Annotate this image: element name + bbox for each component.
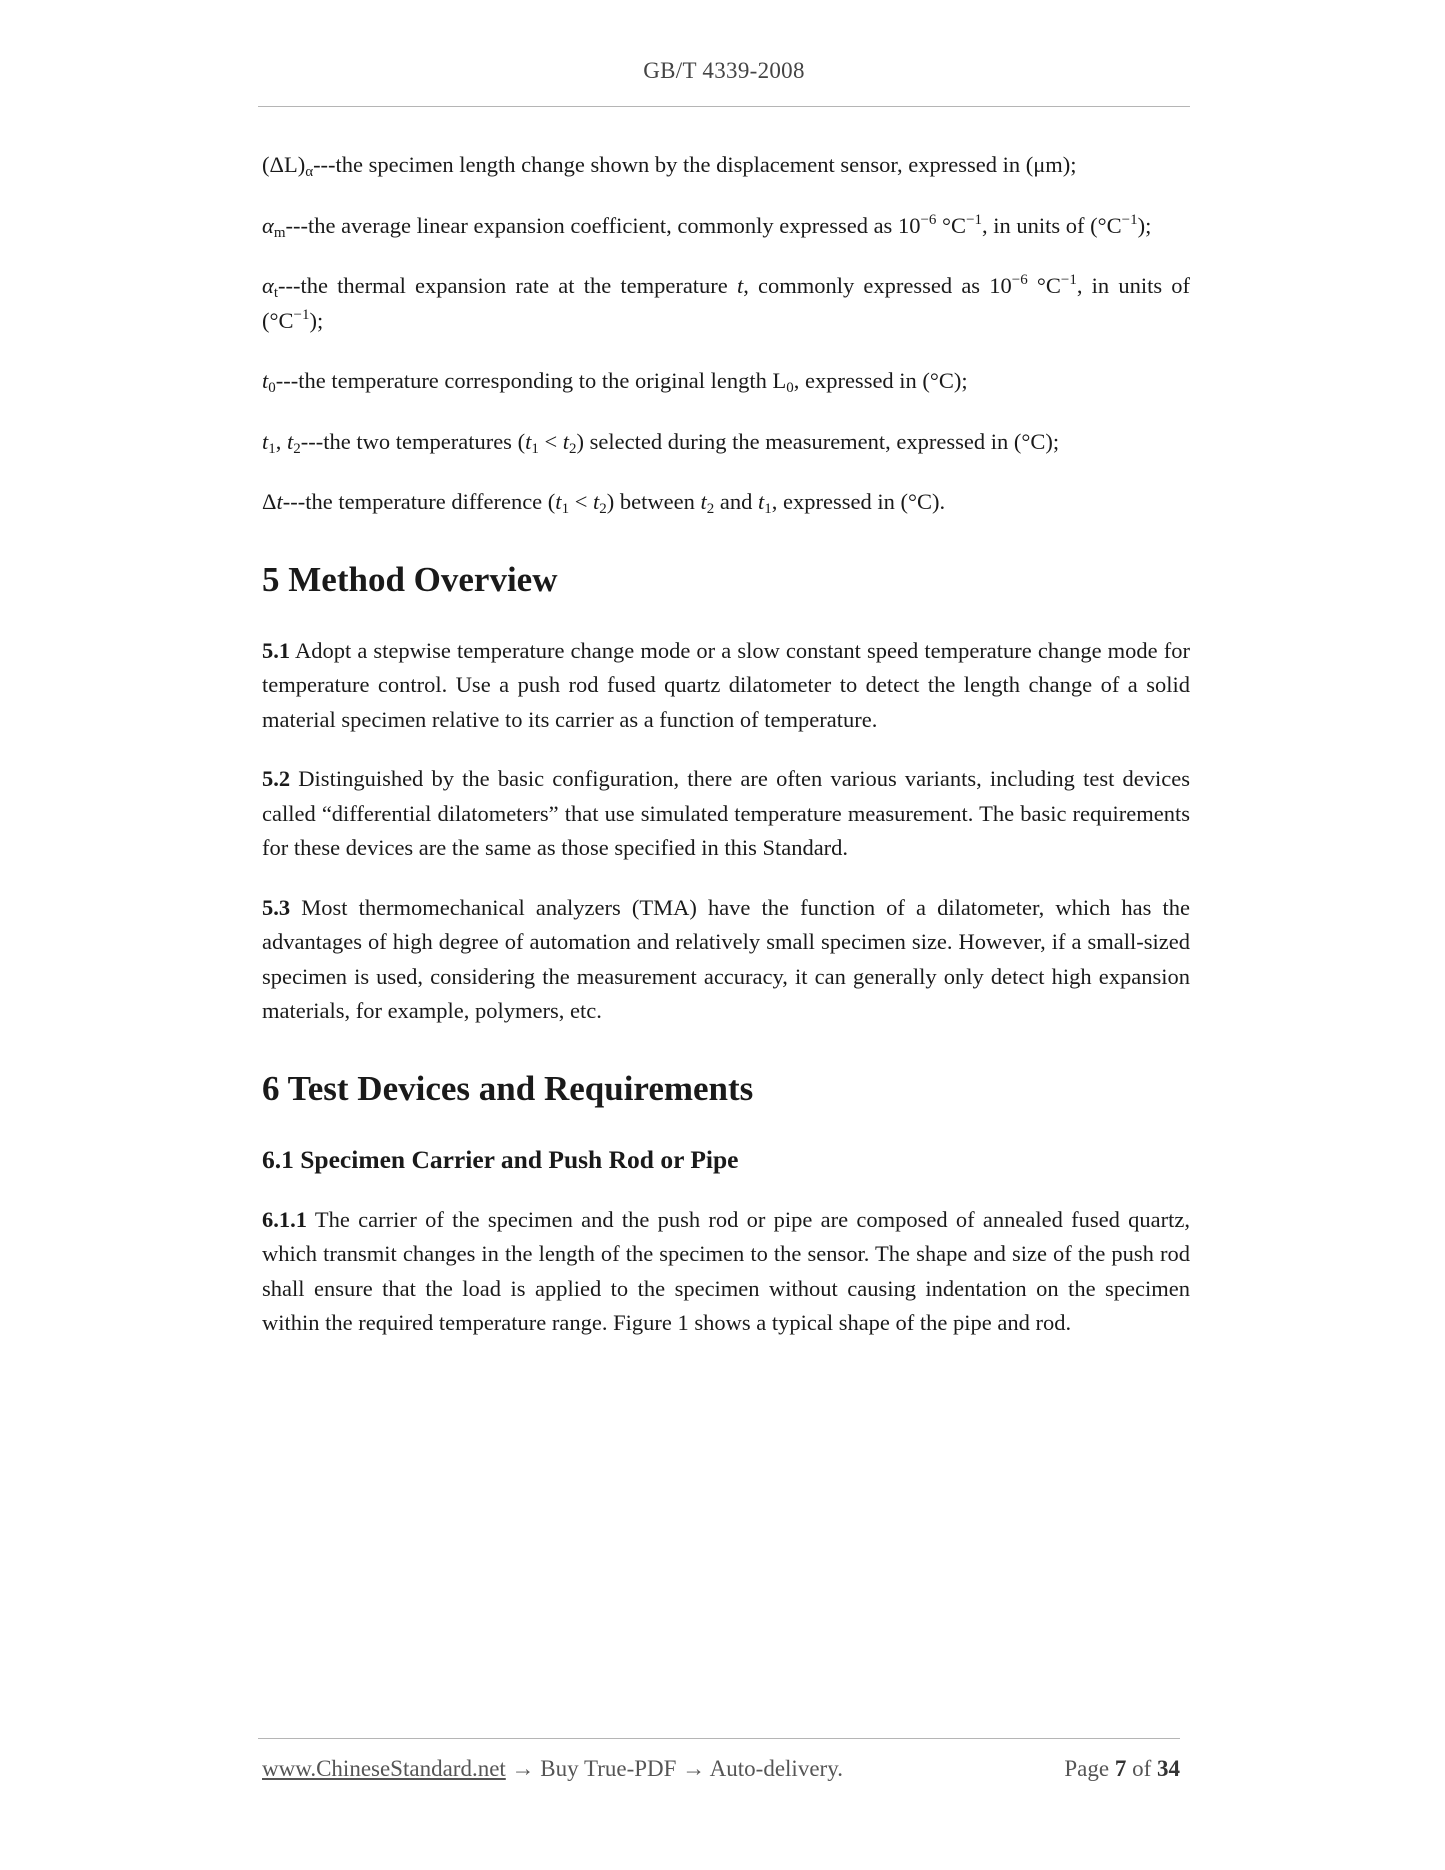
variable: t xyxy=(562,428,570,454)
definition-text: , xyxy=(275,428,288,454)
symbol: α xyxy=(262,273,274,298)
paragraph-text: The carrier of the specimen and the push rod or pipe are composed of annealed fused quartz, which transmit changes in the length of the specimen to the sensor. The shape and size of the push rod shall ensure that the load is applied to the specimen without causing indentation on the specimen within the required temperature range. Figure 1 shows a typical shape of the pipe and rod. xyxy=(262,1206,1190,1335)
definition-text: , in units of (°C xyxy=(982,212,1122,238)
symbol: t xyxy=(262,368,269,393)
paragraph-5-2 xyxy=(262,762,1190,866)
subscript: 2 xyxy=(599,501,607,517)
clause-number: 5.1 xyxy=(262,637,291,663)
subscript: 2 xyxy=(293,440,301,457)
superscript: −1 xyxy=(966,211,983,228)
page-number xyxy=(1064,1756,1180,1782)
definition-text: ) selected during the measurement, expressed in (°C); xyxy=(576,428,1060,454)
subsection-6-1-heading: 6.1 Specimen Carrier and Push Rod or Pipe xyxy=(262,1144,739,1174)
arrow-icon: → xyxy=(676,1756,710,1781)
variable: t xyxy=(758,489,765,514)
subscript: 2 xyxy=(569,440,577,457)
subscript: 0 xyxy=(786,380,794,396)
definition-delta-l xyxy=(262,148,1190,183)
footer-divider xyxy=(258,1738,1180,1739)
definition-alpha-t xyxy=(262,269,1190,338)
definition-text: < xyxy=(538,428,563,454)
paragraph-text: Distinguished by the basic configuration, there are often various variants, including test devices called “differential dilatometers” that use simulated temperature measurement. The basic requirements for these devices are the same as those specified in this Standard. xyxy=(262,766,1190,860)
variable: t xyxy=(262,428,269,454)
superscript: −1 xyxy=(1121,211,1138,228)
subscript: α xyxy=(305,164,314,180)
definition-text: ) between xyxy=(606,489,701,514)
definition-text: and xyxy=(714,489,758,514)
header-divider xyxy=(258,106,1190,107)
subscript: m xyxy=(273,224,286,241)
paragraph-text: Adopt a stepwise temperature change mode or a slow constant speed temperature change mode for temperature control. Use a push rod fused quartz dilatometer to detect the length change of a solid material specimen relative to its carrier as a function of temperature. xyxy=(262,637,1190,732)
variable: t xyxy=(276,489,283,514)
clause-number: 5.2 xyxy=(262,766,291,791)
page-label: Page xyxy=(1064,1756,1115,1781)
definition-t1-t2 xyxy=(262,425,1190,460)
paragraph-5-1 xyxy=(262,634,1190,738)
buy-text: Buy True-PDF xyxy=(540,1756,677,1781)
of-label: of xyxy=(1126,1756,1157,1781)
definition-text: , commonly expressed as 10 xyxy=(743,273,1012,298)
subscript: 1 xyxy=(268,440,276,457)
superscript: −1 xyxy=(1060,272,1077,288)
definition-text: , in units of (°C xyxy=(262,273,1190,333)
definition-alpha-m xyxy=(262,209,1190,244)
total-pages: 34 xyxy=(1157,1756,1180,1781)
definition-text: ); xyxy=(309,307,324,333)
definition-text: °C xyxy=(936,212,967,238)
arrow-icon: → xyxy=(505,1756,541,1781)
page-content xyxy=(262,148,1190,1366)
paragraph-5-3 xyxy=(262,891,1190,1029)
definition-text: ---the temperature difference ( xyxy=(282,489,556,514)
subscript: 2 xyxy=(706,501,715,517)
superscript: −1 xyxy=(293,306,310,323)
variable: t xyxy=(555,489,562,514)
symbol: (ΔL) xyxy=(262,152,306,177)
footer-promo xyxy=(262,1756,843,1782)
delivery-text: Auto-delivery. xyxy=(709,1756,843,1781)
definition-text: ---the two temperatures ( xyxy=(300,428,526,454)
symbol: Δ xyxy=(262,489,277,514)
definition-text: ---the specimen length change shown by the displacement sensor, expressed in (μm); xyxy=(313,152,1077,177)
clause-number: 6.1.1 xyxy=(262,1206,307,1232)
clause-number: 5.3 xyxy=(262,894,291,920)
definition-text: °C xyxy=(1027,273,1061,298)
variable: t xyxy=(287,428,294,454)
paragraph-text: Most thermomechanical analyzers (TMA) have the function of a dilatometer, which has the advantages of high degree of automation and relatively small specimen size. However, if a small-sized specimen is used, considering the measurement accuracy, it can generally only detect high expansion materials, for example, polymers, etc. xyxy=(262,894,1190,1023)
definition-text: < xyxy=(569,489,594,514)
variable: t xyxy=(593,489,600,514)
subscript: 1 xyxy=(531,440,539,457)
definition-text: ); xyxy=(1137,212,1152,238)
definition-text: , expressed in (°C); xyxy=(793,368,968,393)
subscript: t xyxy=(273,285,278,301)
definition-text: , expressed in (°C). xyxy=(771,489,946,514)
definition-text: ---the temperature corresponding to the original length L xyxy=(275,368,787,393)
website-link[interactable]: www.ChineseStandard.net xyxy=(262,1756,506,1781)
variable: t xyxy=(736,273,744,298)
page-header: GB/T 4339-2008 xyxy=(643,58,805,83)
definition-t0 xyxy=(262,364,1190,399)
subscript: 0 xyxy=(268,380,276,396)
superscript: −6 xyxy=(920,211,937,228)
definition-text: ---the average linear expansion coefficient, commonly expressed as 10 xyxy=(285,212,921,238)
symbol: α xyxy=(262,212,274,238)
current-page: 7 xyxy=(1114,1756,1127,1781)
definition-text: ---the thermal expansion rate at the temperature xyxy=(277,273,737,298)
paragraph-6-1-1 xyxy=(262,1203,1190,1341)
definition-delta-t xyxy=(262,485,1190,520)
variable: t xyxy=(525,428,532,454)
variable: t xyxy=(700,489,707,514)
section-5-heading: 5 Method Overview xyxy=(262,559,558,599)
superscript: −6 xyxy=(1011,272,1028,288)
subscript: 1 xyxy=(764,501,772,517)
subscript: 1 xyxy=(561,501,570,517)
section-6-heading: 6 Test Devices and Requirements xyxy=(262,1068,754,1108)
